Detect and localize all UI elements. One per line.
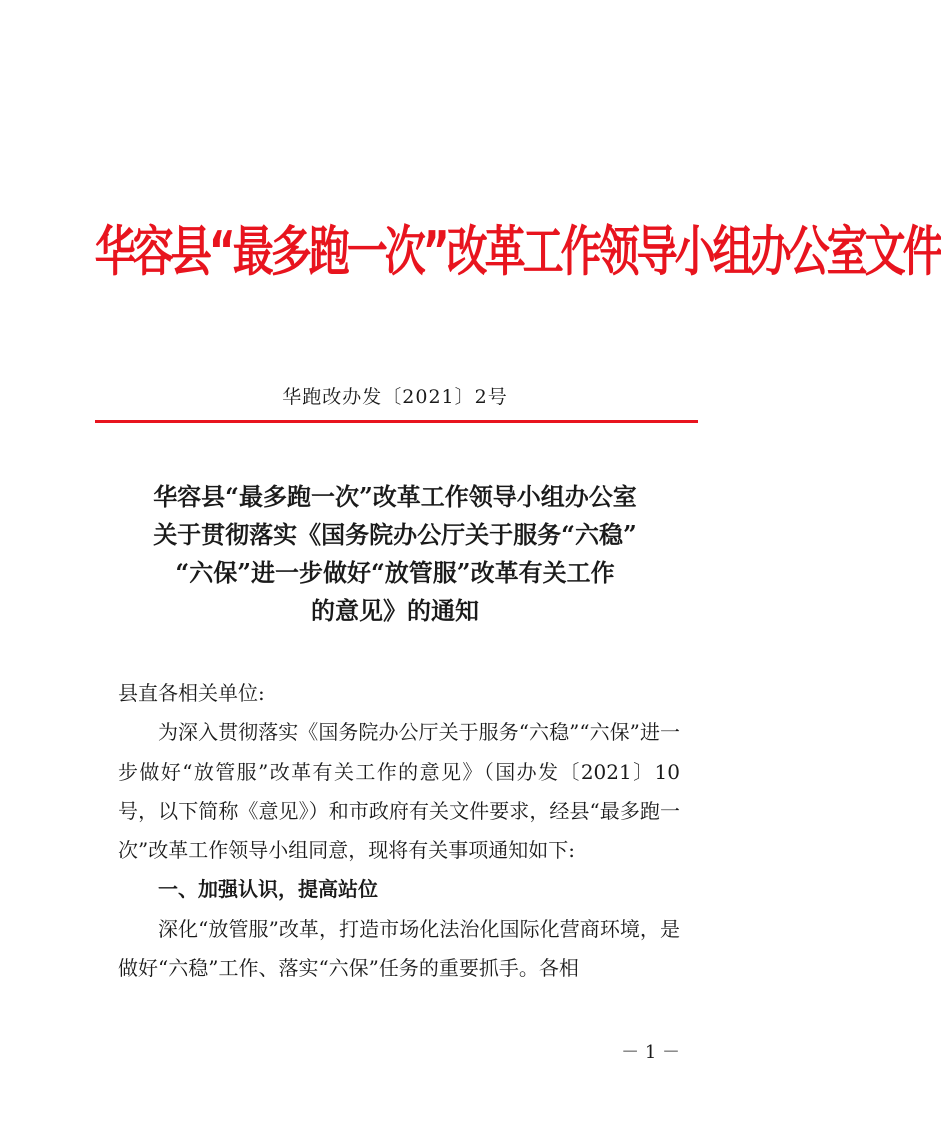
notice-title-line: 的意见》的通知 [311, 596, 479, 625]
salutation: 县直各相关单位: [118, 681, 265, 705]
issuer-header: 华容县“最多跑一次”改革工作领导小组办公室文件 [94, 220, 941, 283]
page-number: － 1 － [621, 1042, 680, 1063]
notice-title [80, 478, 710, 630]
notice-title-line: “六保”进一步做好“放管服”改革有关工作 [175, 558, 615, 587]
document-body [118, 674, 680, 988]
notice-title-line: 关于贯彻落实《国务院办公厅关于服务“六稳” [153, 520, 637, 549]
red-separator-line [95, 420, 698, 423]
body-paragraph: 深化“放管服”改革，打造市场化法治化国际化营商环境，是做好“六稳”工作、落实“六保”任务的重要抓手。各相 [118, 916, 680, 981]
body-paragraph: 为深入贯彻落实《国务院办公厅关于服务“六稳”“六保”进一步做好“放管服”改革有关工作的意见》（国办发〔2021〕10号，以下简称《意见》）和市政府有关文件要求，经县“最多跑一次”改革工作领导小组同意，现将有关事项通知如下: [118, 720, 680, 863]
notice-title-line: 华容县“最多跑一次”改革工作领导小组办公室 [153, 482, 637, 511]
document-number: 华跑改办发〔2021〕2号 [282, 386, 508, 408]
section-heading: 一、加强认识，提高站位 [158, 877, 378, 902]
